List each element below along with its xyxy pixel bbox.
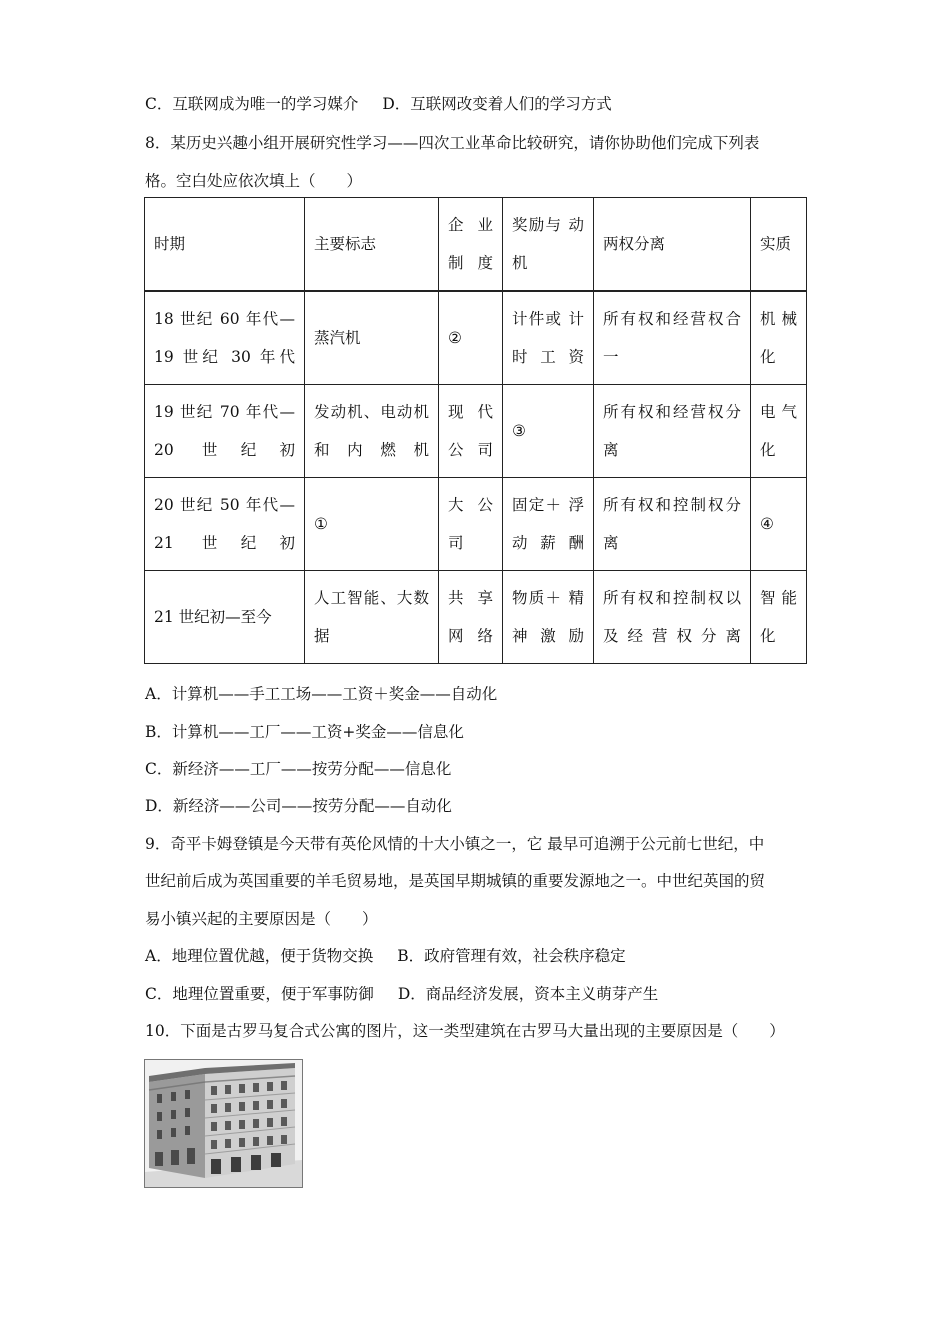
cell-separation: 所有权和控制权分离 (594, 478, 751, 571)
cell-system: 现 代 公司 (439, 385, 503, 478)
header-reward-motive: 奖励与 动机 (503, 198, 594, 292)
cell-period: 20 世纪 50 年代—21 世纪初 (145, 478, 305, 571)
table-row (145, 291, 807, 385)
cell-essence: 电 气 化 (751, 385, 807, 478)
cell-reward: 固定＋ 浮动薪酬 (503, 478, 594, 571)
q10-stem: 10．下面是古罗马复合式公寓的图片，这一类型建筑在古罗马大量出现的主要原因是（ ） (145, 1022, 785, 1040)
header-period: 时期 (145, 198, 305, 292)
cell-sign: ① (305, 478, 439, 571)
q8-stem-line2: 格。空白处应依次填上（ ） (145, 172, 363, 190)
q9-option-b: B．政府管理有效，社会秩序稳定 (397, 947, 626, 965)
q8-option-d: D．新经济——公司——按劳分配——自动化 (145, 797, 452, 815)
q7-options-cd (145, 94, 612, 114)
cell-separation: 所有权和经营权合一 (594, 291, 751, 385)
building-photo-icon (144, 1059, 303, 1188)
q8-option-b: B．计算机——工厂——工资+奖金——信息化 (145, 723, 464, 741)
q7-option-d: D．互联网改变着人们的学习方式 (382, 95, 612, 113)
cell-reward: 物质＋ 精神激励 (503, 571, 594, 664)
q9-options-ab (145, 946, 626, 966)
header-separation: 两权分离 (594, 198, 751, 292)
table-row (145, 385, 807, 478)
q8-comparison-table (144, 197, 807, 664)
q8-option-c: C．新经济——工厂——按劳分配——信息化 (145, 760, 452, 778)
q9-options-cd (145, 984, 658, 1004)
q9-stem-line1: 9．奇平卡姆登镇是今天带有英伦风情的十大小镇之一，它 最早可追溯于公元前七世纪，中 (145, 835, 765, 853)
q7-option-c: C．互联网成为唯一的学习媒介 (145, 95, 359, 113)
q8-option-a: A．计算机——手工工场——工资＋奖金——自动化 (145, 685, 498, 703)
table-row (145, 571, 807, 664)
cell-system: ② (439, 291, 503, 385)
cell-reward: 计件或 计时工资 (503, 291, 594, 385)
q9-option-c: C．地理位置重要，便于军事防御 (145, 985, 374, 1003)
cell-period: 19 世纪 70 年代—20 世纪初 (145, 385, 305, 478)
cell-system: 共 享 网络 (439, 571, 503, 664)
q8-stem-line1: 8．某历史兴趣小组开展研究性学习——四次工业革命比较研究，请你协助他们完成下列表 (145, 134, 760, 152)
cell-separation: 所有权和经营权分离 (594, 385, 751, 478)
cell-essence: 机 械 化 (751, 291, 807, 385)
header-essence: 实质 (751, 198, 807, 292)
cell-separation: 所有权和控制权以及经营权分离 (594, 571, 751, 664)
q9-option-d: D．商品经济发展，资本主义萌芽产生 (397, 985, 659, 1003)
header-main-sign: 主要标志 (305, 198, 439, 292)
q9-stem-line3: 易小镇兴起的主要原因是（ ） (145, 910, 378, 928)
table-row (145, 478, 807, 571)
cell-sign: 人工智能、大数据 (305, 571, 439, 664)
q9-option-a: A．地理位置优越，便于货物交换 (145, 947, 374, 965)
table-header-row (145, 198, 807, 292)
cell-sign: 蒸汽机 (305, 291, 439, 385)
cell-reward: ③ (503, 385, 594, 478)
cell-essence: 智 能 化 (751, 571, 807, 664)
cell-period: 21 世纪初—至今 (145, 571, 305, 664)
q9-stem-line2: 世纪前后成为英国重要的羊毛贸易地，是英国早期城镇的重要发源地之一。中世纪英国的贸 (145, 872, 766, 890)
header-enterprise-system: 企 业 制度 (439, 198, 503, 292)
cell-period: 18 世纪 60 年代—19 世纪 30 年代 (145, 291, 305, 385)
cell-system: 大 公 司 (439, 478, 503, 571)
cell-essence: ④ (751, 478, 807, 571)
cell-sign: 发动机、电动机和内燃机 (305, 385, 439, 478)
